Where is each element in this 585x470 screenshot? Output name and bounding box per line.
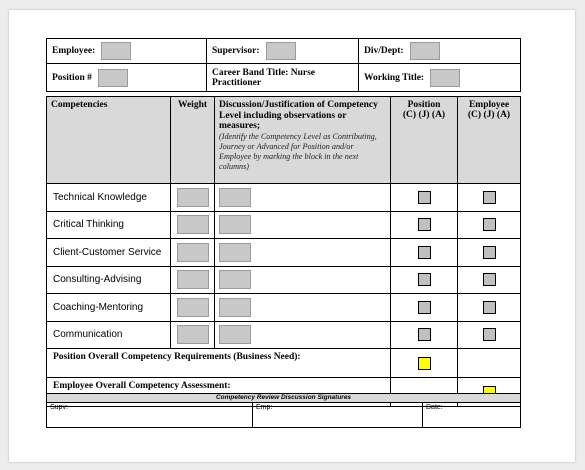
competency-name: Consulting-Advising (47, 266, 171, 294)
weight-field[interactable] (177, 188, 209, 207)
discussion-field[interactable] (219, 325, 251, 344)
competency-name: Client-Customer Service (47, 239, 171, 267)
employee-levels: (C) (J) (A) (467, 110, 511, 120)
position-level-checkbox[interactable] (418, 328, 431, 341)
employee-overall-label: Employee Overall Competency Assessment: (47, 378, 391, 407)
position-cell (47, 64, 207, 92)
employee-field[interactable] (101, 42, 131, 60)
competency-name: Coaching-Mentoring (47, 294, 171, 322)
competency-row (47, 294, 521, 322)
supervisor-cell (207, 39, 359, 64)
working-title-cell (359, 64, 521, 92)
position-levels: (C) (J) (A) (402, 110, 446, 120)
discussion-field[interactable] (219, 298, 251, 317)
date-label: Date: (426, 404, 443, 411)
competency-name: Critical Thinking (47, 211, 171, 239)
working-title-label: Working Title: (364, 72, 425, 83)
position-overall-label: Position Overall Competency Requirements (Business Need): (47, 349, 391, 378)
competency-table-header (47, 97, 521, 184)
weight-field[interactable] (177, 243, 209, 262)
employee-heading: Employee (468, 100, 510, 110)
employee-level-checkbox[interactable] (483, 301, 496, 314)
employee-level-checkbox[interactable] (483, 246, 496, 259)
competency-row (47, 239, 521, 267)
competency-row (47, 184, 521, 212)
col-weight: Weight (171, 97, 215, 184)
competency-row (47, 211, 521, 239)
position-heading: Position (407, 100, 441, 110)
employee-level-checkbox[interactable] (483, 328, 496, 341)
employee-level-checkbox[interactable] (483, 191, 496, 204)
competency-name: Technical Knowledge (47, 184, 171, 212)
position-level-checkbox[interactable] (418, 218, 431, 231)
position-overall-checkbox[interactable] (418, 357, 431, 370)
employee-label: Employee: (52, 46, 96, 56)
discussion-field[interactable] (219, 188, 251, 207)
employee-level-checkbox[interactable] (483, 273, 496, 286)
divdept-label: Div/Dept: (364, 46, 404, 56)
weight-field[interactable] (177, 325, 209, 344)
signature-title: Competency Review Discussion Signatures (47, 394, 521, 403)
supervisor-label: Supervisor: (212, 46, 260, 56)
employee-cell (47, 39, 207, 64)
weight-field[interactable] (177, 298, 209, 317)
position-level-checkbox[interactable] (418, 273, 431, 286)
position-level-checkbox[interactable] (418, 191, 431, 204)
discussion-field[interactable] (219, 270, 251, 289)
divdept-cell (359, 39, 521, 64)
position-overall-row (47, 349, 521, 378)
working-title-field[interactable] (430, 69, 460, 87)
divdept-field[interactable] (410, 42, 440, 60)
col-employee (458, 97, 521, 184)
competency-name: Communication (47, 321, 171, 349)
discussion-field[interactable] (219, 243, 251, 262)
date-field[interactable] (423, 403, 521, 428)
employee-signature-field[interactable] (253, 403, 423, 428)
supv-label: Supv: (50, 404, 68, 411)
employee-info-header (46, 38, 521, 92)
position-level-checkbox[interactable] (418, 301, 431, 314)
col-position (391, 97, 458, 184)
competency-row (47, 321, 521, 349)
discussion-instructions: (Identify the Competency Level as Contributing, Journey or Advanced for Position and/or Employee by marking the block in the next columns) (219, 131, 377, 171)
competency-row (47, 266, 521, 294)
supervisor-signature-field[interactable] (47, 403, 253, 428)
position-overall-empty (458, 349, 521, 378)
career-band-label: Career Band Title: Nurse Practitioner (212, 67, 316, 88)
position-field[interactable] (98, 69, 128, 87)
weight-field[interactable] (177, 270, 209, 289)
employee-level-checkbox[interactable] (483, 218, 496, 231)
discussion-heading: Discussion/Justification of Competency Level including observations or measures; (219, 100, 378, 131)
supervisor-field[interactable] (266, 42, 296, 60)
col-discussion (215, 97, 391, 184)
emp-label: Emp: (256, 404, 273, 411)
weight-field[interactable] (177, 215, 209, 234)
career-band-cell (207, 64, 359, 92)
col-competencies: Competencies (47, 97, 171, 184)
signature-section (46, 393, 521, 428)
competency-table (46, 96, 521, 407)
discussion-field[interactable] (219, 215, 251, 234)
position-level-checkbox[interactable] (418, 246, 431, 259)
position-label: Position # (52, 72, 92, 83)
